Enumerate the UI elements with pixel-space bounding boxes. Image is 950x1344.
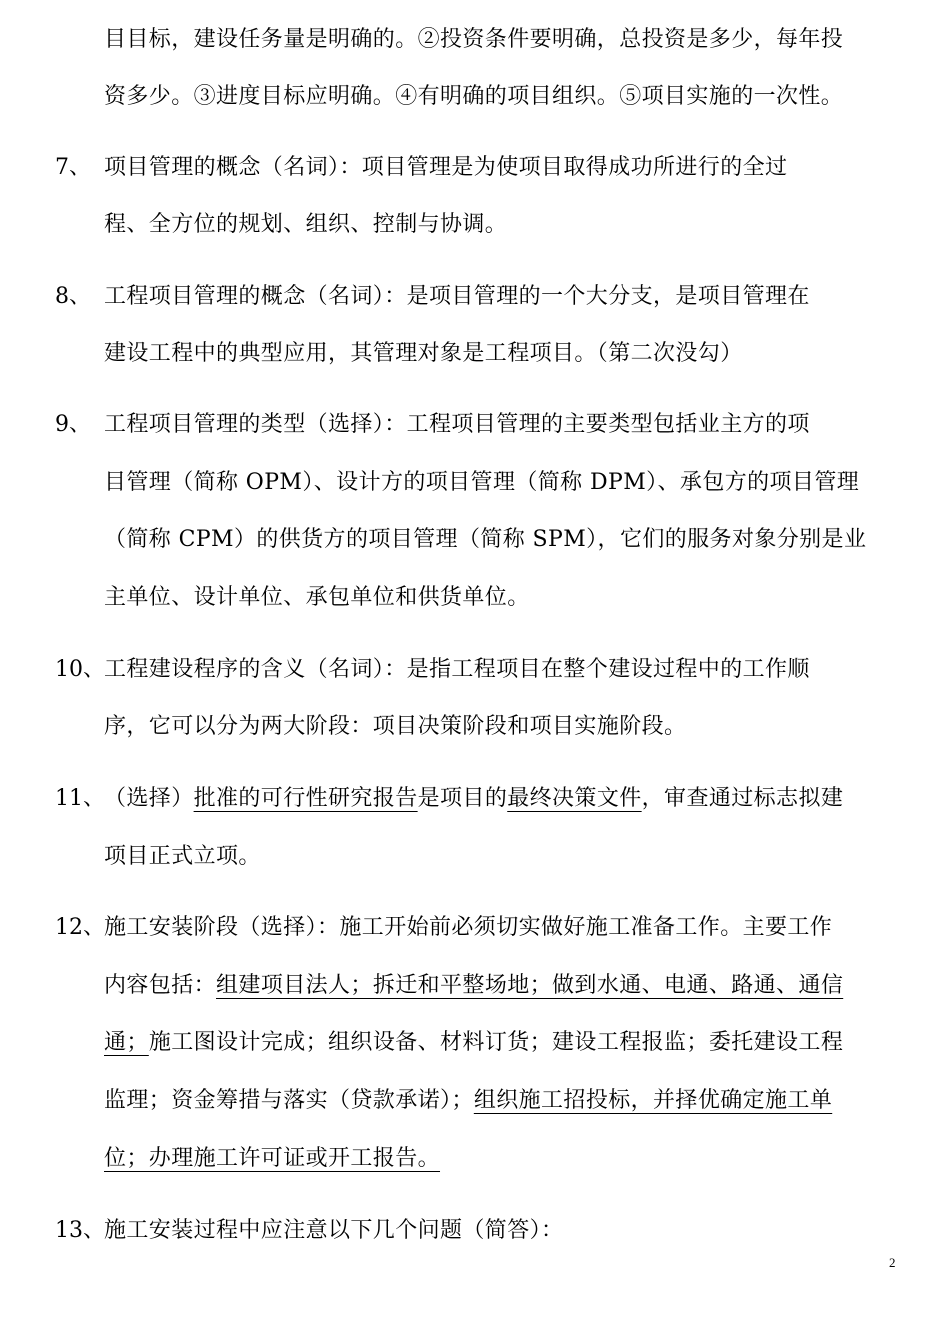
item-7-line-1: 项目管理的概念（名词）：项目管理是为使项目取得成功所进行的全过 <box>104 155 788 180</box>
item-12-text-3: 监理；资金筹措与落实（贷款承诺）； <box>104 1088 474 1113</box>
item-12-text: 内容包括： <box>104 973 217 998</box>
item-11-number: 11、 <box>55 786 105 811</box>
item-11-line-1 <box>104 784 843 814</box>
item-12-number: 12、 <box>55 915 105 940</box>
intro-line-2: 资多少。③进度目标应明确。④有明确的项目组织。⑤项目实施的一次性。 <box>104 84 844 109</box>
item-13-line-1: 施工安装过程中应注意以下几个问题（简答）： <box>104 1218 564 1243</box>
item-10-number: 10、 <box>55 657 105 682</box>
item-7-number: 7、 <box>55 155 91 180</box>
item-11-text-tail: ，审查通过标志拟建 <box>641 786 844 811</box>
item-9-line-1: 工程项目管理的类型（选择）：工程项目管理的主要类型包括业主方的项 <box>104 412 810 437</box>
item-12-line-4 <box>104 1086 832 1116</box>
item-8-line-1: 工程项目管理的概念（名词）：是项目管理的一个大分支，是项目管理在 <box>104 284 810 309</box>
item-11-underlined-report: 批准的可行性研究报告 <box>193 786 418 811</box>
item-12-underlined-4: 位；办理施工许可证或开工报告。 <box>104 1146 441 1171</box>
page-number: 2 <box>889 1255 896 1270</box>
item-8-number: 8、 <box>55 284 91 309</box>
item-11-tag: （选择） <box>104 786 194 811</box>
item-10-line-2: 序，它可以分为两大阶段：项目决策阶段和项目实施阶段。 <box>104 714 687 739</box>
item-10-line-1: 工程建设程序的含义（名词）：是指工程项目在整个建设过程中的工作顺 <box>104 657 810 682</box>
item-11-underlined-decision: 最终决策文件 <box>507 786 642 811</box>
item-11-text: 是项目的 <box>417 786 508 811</box>
item-9-line-3: （简称 CPM）的供货方的项目管理（简称 SPM），它们的服务对象分别是业 <box>104 527 867 552</box>
item-9-line-2: 目管理（简称 OPM）、设计方的项目管理（简称 DPM）、承包方的项目管理 <box>104 470 860 495</box>
item-9-number: 9、 <box>55 412 91 437</box>
item-12-underlined-1: 组建项目法人；拆迁和平整场地；做到水通、电通、路通、通信 <box>216 973 844 998</box>
item-12-line-1: 施工安装阶段（选择）：施工开始前必须切实做好施工准备工作。主要工作 <box>104 915 833 940</box>
item-12-text-2: 施工图设计完成；组织设备、材料订货；建设工程报监；委托建设工程 <box>148 1030 844 1055</box>
intro-line-1: 目目标，建设任务量是明确的。②投资条件要明确，总投资是多少，每年投 <box>104 27 844 52</box>
item-12-underlined-3: 组织施工招投标，并择优确定施工单 <box>473 1088 833 1113</box>
item-11-line-2: 项目正式立项。 <box>104 844 261 869</box>
item-12-line-5 <box>104 1144 440 1174</box>
item-8-line-2: 建设工程中的典型应用，其管理对象是工程项目。（第二次没勾） <box>104 341 743 366</box>
item-12-line-2 <box>104 971 843 1001</box>
item-12-line-3 <box>104 1028 843 1058</box>
item-13-number: 13、 <box>55 1218 105 1243</box>
item-7-line-2: 程、全方位的规划、组织、控制与协调。 <box>104 212 508 237</box>
item-12-underlined-2: 通； <box>104 1030 149 1055</box>
item-9-line-4: 主单位、设计单位、承包单位和供货单位。 <box>104 585 530 610</box>
